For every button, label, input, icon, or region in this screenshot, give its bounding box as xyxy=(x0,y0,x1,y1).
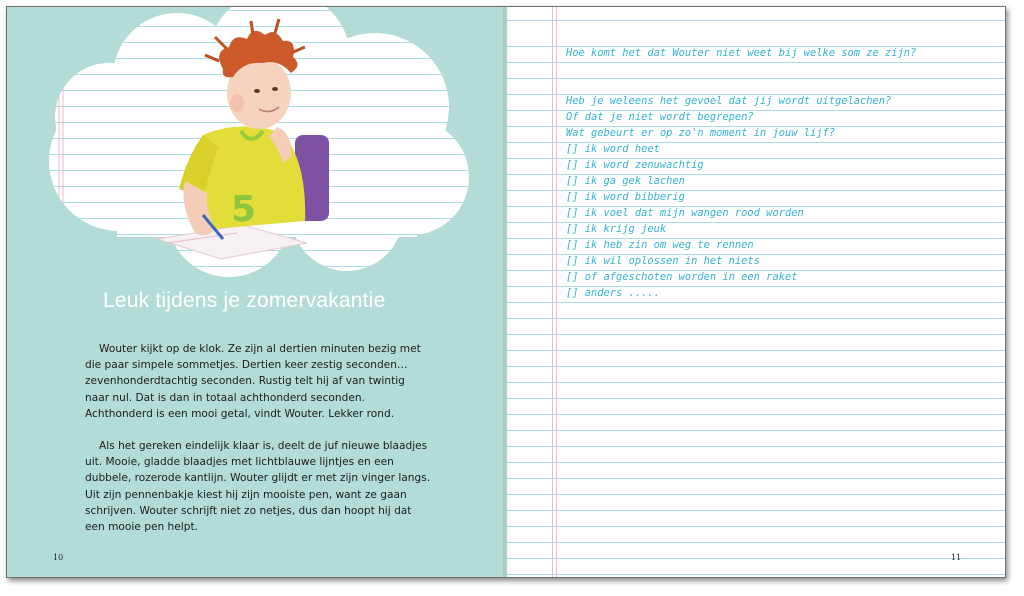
checklist-item: [] ik krijg jeuk xyxy=(566,223,667,235)
page-number-right: 11 xyxy=(951,553,962,562)
left-page xyxy=(7,7,507,577)
story-paragraph: Als het gereken eindelijk klaar is, deelt de juf nieuwe blaadjes uit. Mooie, gladde blaadjes met lichtblauwe lijntjes en een dubbele, rozerode kantlijn. Wouter glijdt er met zijn vinger langs. Uit zijn pennenbakje kiest hij zijn mooiste pen, want ze gaan schrijven. Wouter schrijft niet zo netjes, dus dan hoopt hij dat een mooie pen helpt. xyxy=(85,440,431,534)
margin-line xyxy=(556,7,557,577)
question-line: Heb je weleens het gevoel dat jij wordt uitgelachen? xyxy=(566,95,892,107)
chapter-title: Leuk tijdens je zomervakantie xyxy=(103,289,386,312)
page-number-left: 10 xyxy=(53,553,64,562)
question-line: Hoe komt het dat Wouter niet weet bij welke som ze zijn? xyxy=(566,47,917,59)
shirt-number: 5 xyxy=(231,189,257,230)
checklist-item: [] ik word heet xyxy=(566,143,660,155)
story-text xyxy=(85,341,431,551)
story-paragraph: Wouter kijkt op de klok. Ze zijn al dertien minuten bezig met die paar simpele sommetjes. Dertien keer zestig seconden… zevenhonderdtachtig seconden. Rustig telt hij af van twintig naar nul. Dat is dan in totaal achthonderd seconden. Achthonderd is een mooi getal, vindt Wouter. Lekker rond. xyxy=(85,343,421,420)
checklist-item: [] ik heb zin om weg te rennen xyxy=(566,239,754,251)
checklist-item: [] ik wil oplossen in het niets xyxy=(566,255,760,267)
margin-line xyxy=(552,7,553,577)
checklist-item: [] ik word zenuwachtig xyxy=(566,159,704,171)
checklist-item: [] of afgeschoten worden in een raket xyxy=(566,271,798,283)
checklist-item: [] ik ga gek lachen xyxy=(566,175,685,187)
handwritten-questions xyxy=(566,45,916,301)
checklist-item: [] ik voel dat mijn wangen rood worden xyxy=(566,207,804,219)
checklist-item: [] anders ..... xyxy=(566,287,660,299)
cloud-illustration xyxy=(7,7,507,297)
book-spread xyxy=(6,6,1006,578)
checklist-item: [] ik word bibberig xyxy=(566,191,685,203)
question-line: Of dat je niet wordt begrepen? xyxy=(566,111,754,123)
book-gutter xyxy=(503,7,511,577)
question-line: Wat gebeurt er op zo'n moment in jouw lijf? xyxy=(566,127,835,139)
